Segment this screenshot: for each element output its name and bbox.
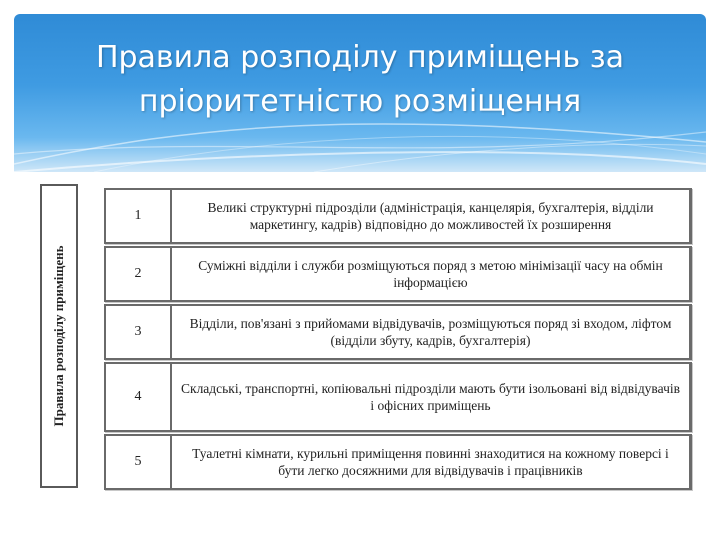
table-row — [104, 434, 692, 490]
side-label: Правила розподілу приміщень — [51, 245, 66, 427]
slide-title: Правила розподілу приміщень за пріоритетністю розміщення — [95, 40, 625, 119]
row-text: Складські, транспортні, копіювальні підрозділи мають бути ізольовані від відвідувачів і офісних приміщень — [181, 381, 680, 413]
row-number: 3 — [106, 306, 172, 358]
row-number: 4 — [106, 364, 172, 430]
row-text: Суміжні відділи і служби розміщуються поряд з метою мінімізації часу на обмін інформацією — [198, 258, 663, 290]
row-text: Великі структурні підрозділи (адміністрація, канцелярія, бухгалтерія, відділи маркетингу, кадрів) відповідно до можливостей їх розширення — [207, 200, 654, 232]
row-text: Туалетні кімнати, курильні приміщення повинні знаходитися на кожному поверсі і бути легко досяжними для відвідувачів і працівників — [192, 446, 669, 478]
side-label-cell — [40, 184, 78, 488]
table-row — [104, 362, 692, 432]
rules-rows — [104, 188, 692, 492]
table-row — [104, 246, 692, 302]
row-number: 1 — [106, 190, 172, 242]
row-number: 5 — [106, 436, 172, 488]
table-row — [104, 304, 692, 360]
row-number: 2 — [106, 248, 172, 300]
row-text: Відділи, пов'язані з прийомами відвідувачів, розміщуються поряд зі входом, ліфтом (відділи збуту, кадрів, бухгалтерія) — [189, 316, 672, 348]
slide-header — [14, 14, 706, 172]
table-row — [104, 188, 692, 244]
rules-table — [40, 184, 694, 490]
